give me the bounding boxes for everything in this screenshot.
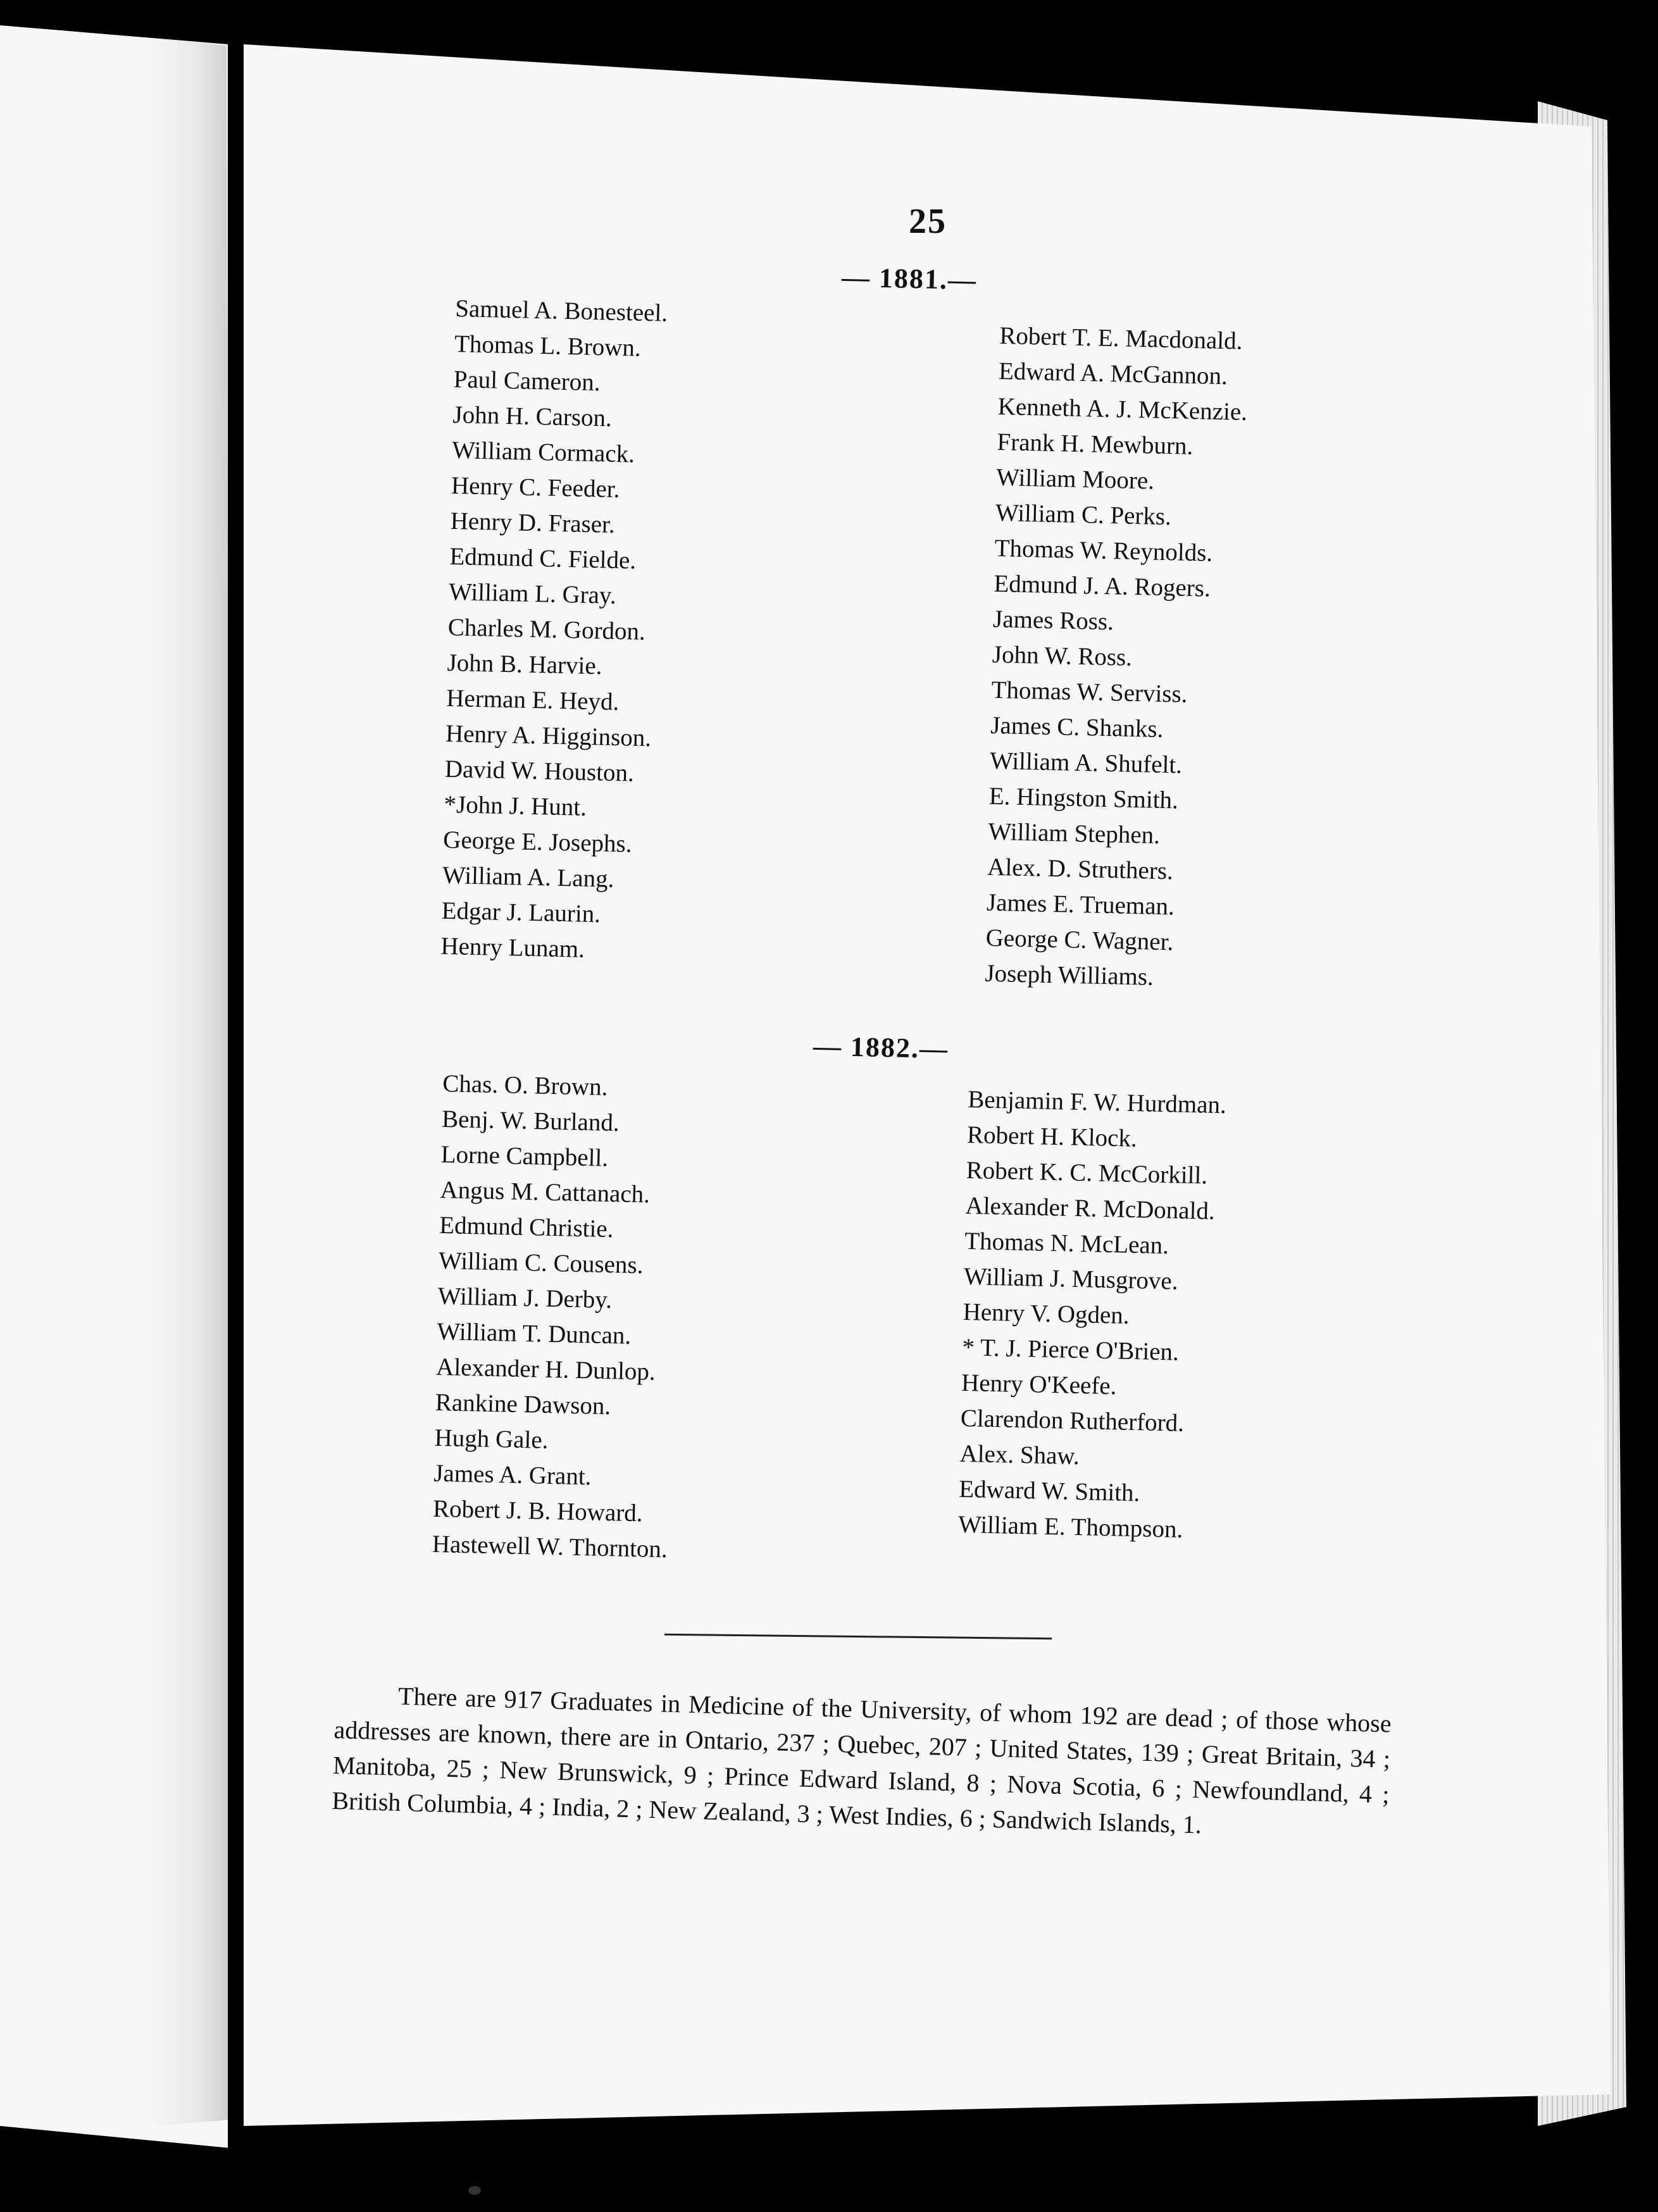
list-item: Robert K. C. McCorkill.	[966, 1156, 1208, 1190]
list-item: Samuel A. Bonesteel.	[454, 294, 668, 327]
list-item: Paul Cameron.	[453, 365, 601, 397]
list-item: Thomas L. Brown.	[454, 330, 642, 362]
list-item: Alexander H. Dunlop.	[435, 1353, 656, 1386]
list-item: Henry A. Higginson.	[445, 719, 652, 752]
list-item: Rankine Dawson.	[435, 1388, 611, 1420]
list-item: Benjamin F. W. Hurdman.	[967, 1085, 1227, 1119]
list-item: William J. Musgrove.	[963, 1262, 1179, 1295]
list-item: E. Hingston Smith.	[988, 782, 1179, 814]
list-item: *John J. Hunt.	[444, 790, 587, 821]
list-item: David W. Houston.	[444, 755, 635, 787]
list-item: Hastewell W. Thornton.	[432, 1530, 668, 1563]
list-item: James Ross.	[992, 605, 1114, 636]
list-item: Kenneth A. J. McKenzie.	[997, 392, 1248, 426]
list-item: Hugh Gale.	[434, 1424, 549, 1454]
page-number: 25	[909, 202, 947, 241]
list-item: William Moore.	[995, 463, 1155, 495]
list-item: Edmund C. Fielde.	[449, 542, 637, 575]
list-item: William Cormack.	[451, 436, 635, 468]
list-item: William L. Gray.	[448, 578, 617, 609]
list-item: Edward W. Smith.	[958, 1475, 1140, 1507]
year-heading-1881: — 1881.—	[841, 261, 978, 296]
list-item: Lorne Campbell.	[440, 1140, 609, 1172]
list-item: Edmund Christie.	[439, 1211, 614, 1243]
list-item: Henry O'Keefe.	[961, 1369, 1117, 1400]
list-item: Alex. D. Struthers.	[987, 853, 1174, 885]
list-item: Herman E. Heyd.	[446, 684, 620, 716]
list-item: Chas. O. Brown.	[442, 1069, 608, 1101]
list-item: Robert H. Klock.	[966, 1121, 1138, 1153]
list-item: Robert T. E. Macdonald.	[999, 321, 1243, 355]
names-1882-right	[957, 1082, 1226, 1548]
list-item: John W. Ross.	[992, 640, 1133, 671]
list-item: Charles M. Gordon.	[447, 613, 646, 645]
list-item: Thomas W. Serviss.	[991, 676, 1188, 708]
list-item: Edgar J. Laurin.	[441, 897, 601, 928]
list-item: Edmund J. A. Rogers.	[993, 569, 1211, 602]
list-item: Robert J. B. Howard.	[432, 1494, 644, 1527]
list-item: Edward A. McGannon.	[998, 357, 1228, 390]
names-1882-left	[432, 1066, 678, 1567]
list-item: Alex. Shaw.	[959, 1439, 1080, 1470]
list-item: Angus M. Cattanach.	[440, 1176, 651, 1209]
names-1881-right	[985, 318, 1249, 997]
graduates-summary-paragraph: There are 917 Graduates in Medicine of the University, of whom 192 are dead ; of those whose addresses are known, there are in Ontario, 237 ; Quebec, 207 ; United States, 139 ; Great Britain, 34 ; Manitoba, 25 ; New Brunswick, 9 ; Prince Edward Island, 8 ; Nova Scotia, 6 ; Newfoundland, 4 ; British Columbia, 4 ; India, 2 ; New Zealand, 3 ; West Indies, 6 ; Sandwich Islands, 1.	[331, 1681, 1392, 1839]
list-item: John B. Harvie.	[447, 649, 602, 680]
list-item: * T. J. Pierce O'Brien.	[961, 1333, 1180, 1366]
list-item: Henry Lunam.	[440, 932, 585, 963]
list-item: George E. Josephs.	[442, 826, 632, 858]
list-item: William A. Lang.	[442, 861, 614, 893]
list-item: Benj. W. Burland.	[441, 1105, 620, 1137]
list-item: George C. Wagner.	[985, 924, 1174, 956]
list-item: Henry C. Feeder.	[451, 471, 620, 503]
list-item: James A. Grant.	[433, 1459, 592, 1491]
names-1881-left	[440, 291, 668, 969]
scan-speck	[468, 2186, 481, 2195]
list-item: William E. Thompson.	[957, 1510, 1183, 1543]
list-item: Joseph Williams.	[985, 959, 1154, 991]
list-item: James E. Trueman.	[986, 888, 1175, 921]
list-item: Henry D. Fraser.	[450, 507, 616, 538]
list-item: Thomas W. Reynolds.	[994, 534, 1213, 567]
list-item: Thomas N. McLean.	[964, 1227, 1169, 1260]
list-item: William Stephen.	[988, 817, 1161, 849]
list-item: Clarendon Rutherford.	[960, 1404, 1185, 1437]
facing-page-edge	[152, 38, 228, 2126]
list-item: William T. Duncan.	[436, 1317, 632, 1350]
list-item: Frank H. Mewburn.	[997, 428, 1194, 460]
list-item: William A. Shufelt.	[989, 747, 1183, 779]
list-item: William C. Cousens.	[438, 1246, 644, 1279]
list-item: William J. Derby.	[437, 1282, 613, 1314]
list-item: William C. Perks.	[995, 499, 1172, 531]
list-item: Henry V. Ogden.	[963, 1298, 1130, 1329]
list-item: John H. Carson.	[452, 401, 613, 432]
year-heading-1882: — 1882.—	[813, 1030, 949, 1065]
list-item: Alexander R. McDonald.	[965, 1191, 1216, 1225]
list-item: James C. Shanks.	[990, 711, 1164, 743]
